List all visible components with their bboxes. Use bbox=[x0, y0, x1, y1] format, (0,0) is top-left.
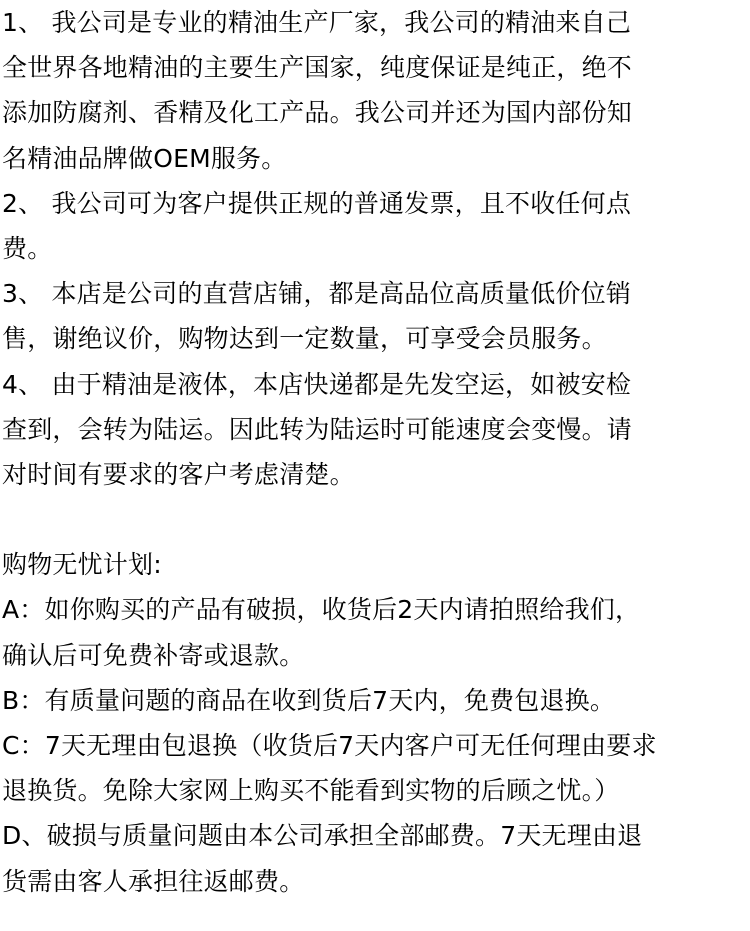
notice-line: 对时间有要求的客户考虑清楚。 bbox=[2, 459, 355, 489]
notice-line: 2、 我公司可为客户提供正规的普通发票，且不收任何点 bbox=[2, 188, 632, 218]
plan-line: A：如你购买的产品有破损，收货后2天内请拍照给我们， bbox=[2, 595, 641, 625]
plan-line: D、破损与质量问题由本公司承担全部邮费。7天无理由退 bbox=[2, 821, 643, 851]
notice-line: 添加防腐剂、香精及化工产品。我公司并还为国内部份知 bbox=[2, 98, 633, 128]
notice-line: 1、 我公司是专业的精油生产厂家，我公司的精油来自己 bbox=[2, 8, 632, 37]
plan-heading: 购物无忧计划: bbox=[2, 550, 162, 580]
plan-line: C：7天无理由包退换（收货后7天内客户可无任何理由要求 bbox=[2, 731, 657, 760]
plan-line: 退换货。免除大家网上购买不能看到实物的后顾之忧。） bbox=[2, 776, 620, 806]
notice-line: 售，谢绝议价，购物达到一定数量，可享受会员服务。 bbox=[2, 324, 607, 354]
plan-line: 确认后可免费补寄或退款。 bbox=[2, 640, 305, 670]
blank-line bbox=[2, 497, 744, 542]
notice-line: 查到，会转为陆运。因此转为陆运时可能速度会变慢。请 bbox=[2, 414, 633, 444]
shop-notice-text bbox=[2, 0, 744, 904]
plan-line: B：有质量问题的商品在收到货后7天内，免费包退换。 bbox=[2, 685, 616, 715]
plan-line: 货需由客人承担往返邮费。 bbox=[2, 866, 305, 896]
notice-line: 全世界各地精油的主要生产国家，纯度保证是纯正，绝不 bbox=[2, 53, 633, 83]
notice-line: 4、 由于精油是液体，本店快递都是先发空运，如被安检 bbox=[2, 369, 632, 399]
notice-line: 3、 本店是公司的直营店铺，都是高品位高质量低价位销 bbox=[2, 279, 632, 309]
notice-line: 名精油品牌做OEM服务。 bbox=[2, 143, 287, 173]
notice-line: 费。 bbox=[2, 233, 53, 263]
